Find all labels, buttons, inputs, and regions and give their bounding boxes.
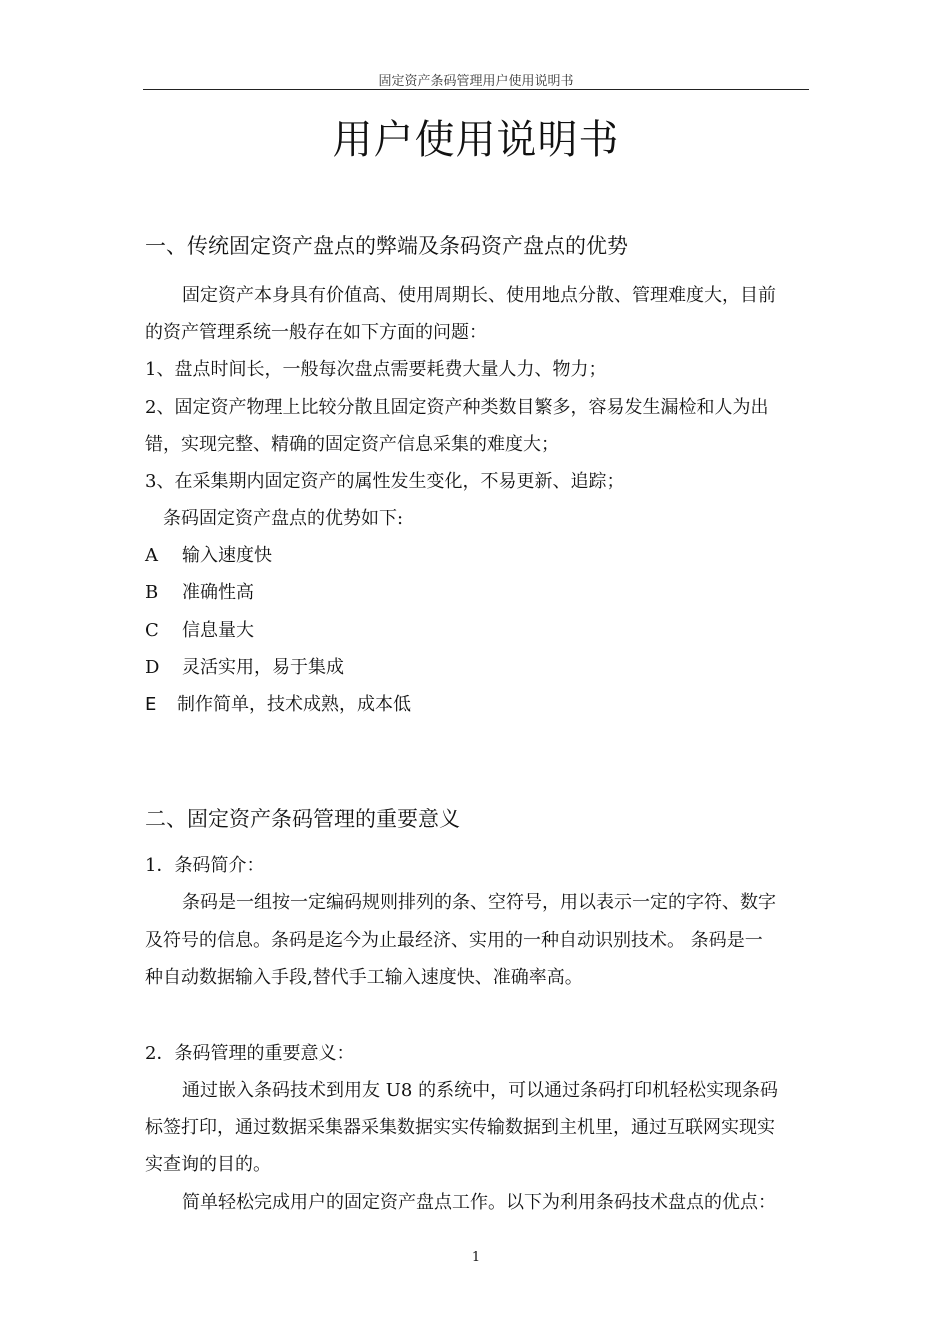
problem-2-line-2: 错，实现完整、精确的固定资产信息采集的难度大；	[145, 434, 559, 455]
advantage-item	[145, 694, 411, 716]
advantage-item	[145, 657, 344, 679]
header-rule	[143, 89, 809, 90]
document-title: 用户使用说明书	[332, 117, 620, 163]
advantage-letter: D	[145, 657, 160, 678]
advantage-item	[145, 620, 254, 642]
advantages-intro: 条码固定资产盘点的优势如下:	[163, 508, 404, 529]
problem-2-line-1: 2、固定资产物理上比较分散且固定资产种类数目繁多，容易发生漏检和人为出	[145, 397, 769, 418]
subsection-1-line-1: 条码是一组按一定编码规则排列的条、空符号，用以表示一定的字符、数字	[182, 892, 776, 913]
advantage-letter: A	[145, 545, 158, 566]
subsection-2-line-1: 通过嵌入条码技术到用友 U8 的系统中，可以通过条码打印机轻松实现条码	[182, 1080, 779, 1101]
advantage-text: 准确性高	[182, 582, 254, 603]
advantage-text: 制作简单，技术成熟，成本低	[177, 694, 411, 715]
subsection-1-line-3: 种自动数据输入手段,替代手工输入速度快、准确率高。	[145, 967, 583, 988]
subsection-2-line-2: 标签打印，通过数据采集器采集数据实实传输数据到主机里，通过互联网实现实	[145, 1117, 775, 1138]
advantage-text: 输入速度快	[182, 545, 272, 566]
advantage-text: 灵活实用，易于集成	[182, 657, 344, 678]
section-2-heading: 二、固定资产条码管理的重要意义	[145, 807, 460, 831]
section-1-heading: 一、传统固定资产盘点的弊端及条码资产盘点的优势	[145, 234, 628, 258]
subsection-1-heading: 1．条码简介：	[145, 855, 265, 876]
advantage-letter: B	[145, 582, 159, 603]
page-number: 1	[471, 1250, 481, 1265]
advantage-item	[145, 582, 254, 604]
problem-1: 1、盘点时间长，一般每次盘点需要耗费大量人力、物力；	[145, 359, 607, 380]
running-header: 固定资产条码管理用户使用说明书	[378, 74, 574, 89]
section-1-intro-line-1: 固定资产本身具有价值高、使用周期长、使用地点分散、管理难度大，目前	[182, 285, 776, 306]
advantage-text: 信息量大	[182, 620, 254, 641]
subsection-2-heading: 2．条码管理的重要意义：	[145, 1043, 355, 1064]
subsection-2-line-4: 简单轻松完成用户的固定资产盘点工作。以下为利用条码技术盘点的优点：	[182, 1192, 776, 1213]
advantage-letter: E	[145, 694, 157, 715]
subsection-2-line-3: 实查询的目的。	[145, 1154, 271, 1175]
problem-3: 3、在采集期内固定资产的属性发生变化，不易更新、追踪；	[145, 471, 625, 492]
subsection-1-line-2: 及符号的信息。条码是迄今为止最经济、实用的一种自动识别技术。 条码是一	[145, 930, 763, 951]
advantage-item	[145, 545, 272, 567]
section-1-intro-line-2: 的资产管理系统一般存在如下方面的问题：	[145, 322, 487, 343]
advantage-letter: C	[145, 620, 159, 641]
